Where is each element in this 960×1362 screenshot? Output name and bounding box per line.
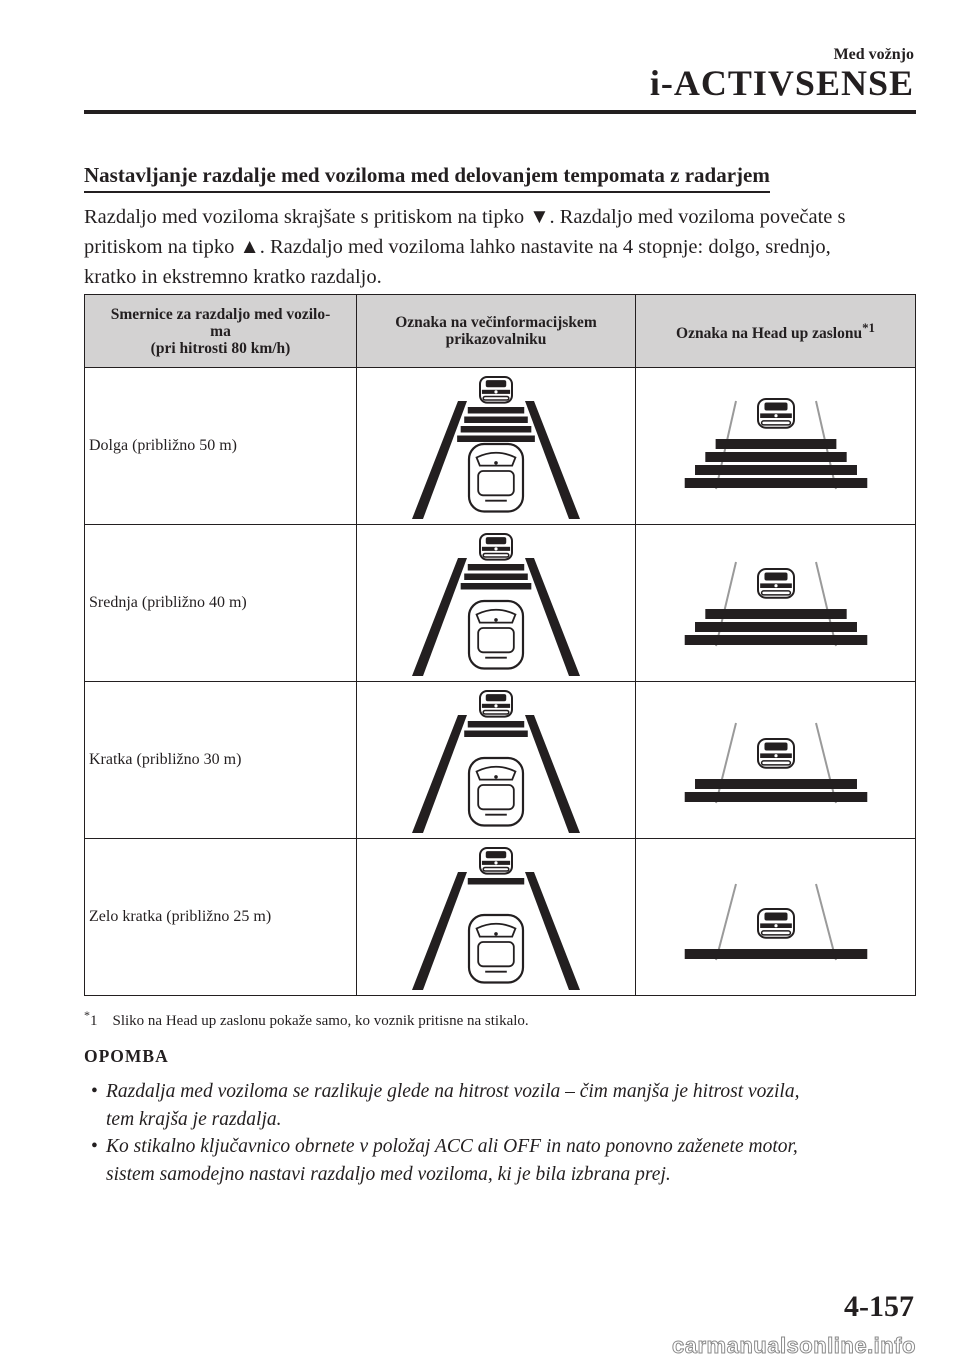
own-vehicle-icon: [469, 758, 523, 826]
own-vehicle-icon: [469, 444, 523, 512]
lane-line-left: [412, 715, 467, 833]
lead-vehicle-icon: [480, 691, 512, 717]
lane-line-left: [412, 401, 467, 519]
lane-line-right: [525, 401, 580, 519]
lane-line-right: [525, 715, 580, 833]
hud-graphic-cell: [636, 368, 916, 525]
hud-graphic-cell: [636, 682, 916, 839]
intro-line-1: Razdaljo med voziloma skrajšate s pritiskom na tipko ▼. Razdaljo med voziloma povečate s: [84, 206, 846, 228]
distance-mid-icon: [396, 685, 596, 835]
section-heading: Nastavljanje razdalje med voziloma med delovanjem tempomata z radarjem: [84, 163, 770, 193]
hud-lane-left: [716, 562, 736, 646]
distance-bar: [464, 574, 528, 581]
distance-bar: [468, 878, 524, 885]
lead-vehicle-icon: [480, 848, 512, 874]
intro-line-2: pritiskom na tipko ▲. Razdaljo med voziloma lahko nastavite na 4 stopnje: dolgo, srednjo,: [84, 236, 831, 258]
distance-hud-icon: [676, 867, 876, 967]
mid-graphic-cell: [357, 368, 636, 525]
hud-lane-left: [716, 884, 736, 960]
list-item: • Ko stikalno ključavnico obrnete v položaj ACC ali OFF in nato ponovno zaženete motor, sistem samodejno nastavi razdaljo med voziloma, ki je bila izbrana prej.: [84, 1133, 916, 1188]
note-list: [84, 1078, 916, 1188]
hud-lane-right: [816, 884, 836, 960]
header-multi-info-display: Oznaka na večinformacijskem prikazovalniku: [357, 295, 636, 368]
distance-table: [84, 294, 916, 996]
distance-bar: [468, 564, 524, 571]
row-label: Dolga (približno 50 m): [85, 368, 357, 525]
table-row: [85, 839, 916, 996]
lane-line-right: [525, 558, 580, 676]
hud-distance-bar: [684, 949, 867, 959]
footnote: *1 Sliko na Head up zaslonu pokaže samo, ko voznik pritisne na stikalo.: [84, 1008, 529, 1029]
lane-line-left: [412, 872, 467, 990]
section-title: i-ACTIVSENSE: [649, 63, 914, 103]
row-label: Kratka (približno 30 m): [85, 682, 357, 839]
distance-mid-icon: [396, 371, 596, 521]
hud-lane-left: [716, 723, 736, 803]
lead-vehicle-icon: [480, 534, 512, 560]
hud-distance-bar: [695, 465, 857, 475]
distance-mid-icon: [396, 528, 596, 678]
header-guideline: Smernice za razdaljo med vozilo- ma (pri hitrosti 80 km/h): [85, 295, 357, 368]
chapter-title: Med vožnjo: [833, 46, 914, 63]
hud-lane-right: [816, 562, 836, 646]
distance-bar: [461, 426, 532, 433]
distance-hud-icon: [676, 396, 876, 496]
hud-distance-bar: [684, 792, 867, 802]
hud-distance-bar: [705, 452, 846, 462]
table-row: [85, 682, 916, 839]
hud-lead-vehicle-icon: [758, 909, 794, 938]
hud-lead-vehicle-icon: [758, 399, 794, 428]
hud-distance-bar: [695, 779, 857, 789]
lane-line-right: [525, 872, 580, 990]
distance-bar: [468, 721, 524, 728]
table-header-row: [85, 295, 916, 368]
distance-bar: [468, 407, 524, 414]
watermark: carmanualsonline.info: [672, 1333, 916, 1358]
bullet-icon: •: [91, 1136, 98, 1157]
header-rule: [84, 110, 916, 114]
note-title: OPOMBA: [84, 1046, 169, 1066]
distance-bar: [461, 583, 532, 590]
distance-bar: [457, 436, 535, 443]
lane-line-left: [412, 558, 467, 676]
mid-graphic-cell: [357, 839, 636, 996]
row-label: Srednja (približno 40 m): [85, 525, 357, 682]
hud-distance-bar: [684, 635, 867, 645]
hud-graphic-cell: [636, 839, 916, 996]
distance-hud-icon: [676, 553, 876, 653]
lead-vehicle-icon: [480, 377, 512, 403]
intro-paragraph: [84, 202, 916, 292]
bullet-icon: •: [91, 1081, 98, 1102]
hud-distance-bar: [705, 609, 846, 619]
distance-bar: [464, 417, 528, 424]
row-label: Zelo kratka (približno 25 m): [85, 839, 357, 996]
distance-hud-icon: [676, 710, 876, 810]
mid-graphic-cell: [357, 525, 636, 682]
page-number: 4-157: [844, 1290, 914, 1323]
header-hud: Oznaka na Head up zaslonu$^{*1}$: [636, 295, 916, 368]
hud-distance-bar: [684, 478, 867, 488]
list-item: • Razdalja med voziloma se razlikuje glede na hitrost vozila – čim manjša je hitrost vozila, tem krajša je razdalja.: [84, 1078, 916, 1133]
table-row: [85, 368, 916, 525]
distance-bar: [464, 731, 528, 738]
distance-mid-icon: [396, 842, 596, 992]
hud-lead-vehicle-icon: [758, 569, 794, 598]
own-vehicle-icon: [469, 601, 523, 669]
own-vehicle-icon: [469, 915, 523, 983]
table-row: [85, 525, 916, 682]
hud-lane-right: [816, 723, 836, 803]
hud-distance-bar: [715, 439, 836, 449]
hud-distance-bar: [695, 622, 857, 632]
hud-graphic-cell: [636, 525, 916, 682]
hud-lead-vehicle-icon: [758, 739, 794, 768]
intro-line-3: kratko in ekstremno kratko razdaljo.: [84, 266, 382, 288]
mid-graphic-cell: [357, 682, 636, 839]
